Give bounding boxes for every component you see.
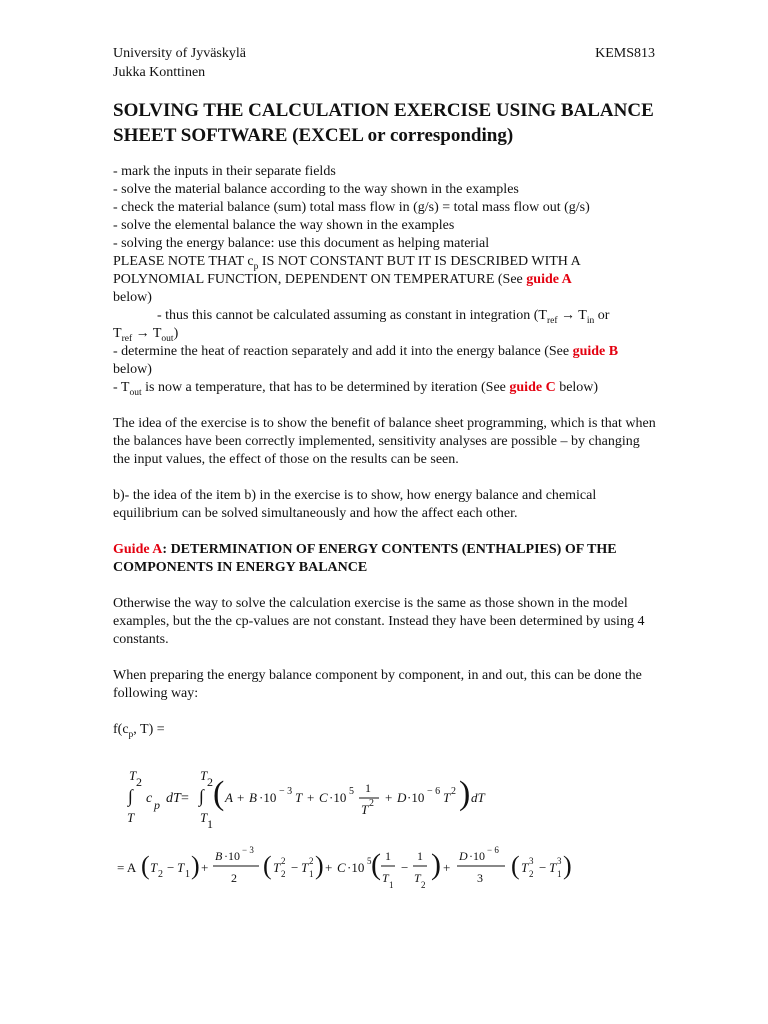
svg-text:3: 3	[529, 856, 534, 866]
guide-b-link[interactable]: guide B	[572, 344, 619, 359]
cp-note: PLEASE NOTE THAT $c_p$ IS NOT CONSTANT BUT IT IS DESCRIBED WITH A POLYNOMIAL FUNCTION, DEPENDENT ON TEMPERATURE (See guide A below)	[113, 254, 580, 305]
svg-text:2: 2	[281, 869, 286, 879]
svg-text:1: 1	[185, 869, 190, 880]
svg-text:T: T	[129, 768, 137, 783]
svg-text:B: B	[249, 790, 257, 805]
svg-text:+: +	[443, 860, 451, 875]
svg-text:2: 2	[136, 775, 142, 789]
constant-integration-note: - thus this cannot be calculated assuming as constant in integration ($T_{ref} \to T_{in}$ or	[157, 308, 610, 326]
svg-text:− 6: − 6	[487, 845, 499, 855]
svg-text:1: 1	[207, 817, 213, 831]
svg-text:): )	[315, 851, 324, 880]
svg-text:T: T	[414, 871, 421, 885]
svg-text:·10: ·10	[259, 790, 277, 805]
svg-text:): )	[459, 775, 471, 812]
svg-text:5: 5	[367, 856, 372, 866]
svg-text:−: −	[539, 860, 547, 875]
course-code: KEMS813	[595, 46, 655, 61]
svg-text:T: T	[382, 871, 389, 885]
svg-text:T: T	[361, 802, 369, 817]
svg-text:T: T	[127, 810, 135, 825]
svg-text:−: −	[167, 860, 175, 875]
item-b-paragraph: b)- the idea of the item b) in the exercise is to show, how energy balance and chemical equilibrium can be solved simultaneously and how the affect each other.	[113, 488, 597, 521]
svg-text:T: T	[177, 860, 185, 875]
svg-text:(: (	[511, 851, 520, 880]
svg-text:A: A	[225, 790, 233, 805]
svg-text:5: 5	[349, 786, 354, 797]
university-name: University of Jyväskylä	[113, 46, 246, 61]
guide-a-heading: Guide A: DETERMINATION OF ENERGY CONTENTS (ENTHALPIES) OF THE COMPONENTS IN ENERGY BALANCE	[113, 542, 617, 575]
svg-text:c: c	[146, 791, 153, 806]
svg-text:2: 2	[369, 798, 374, 809]
bullet-energy-balance: - solving the energy balance: use this document as helping material	[113, 236, 490, 251]
svg-text:(: (	[141, 851, 150, 880]
svg-text:2: 2	[207, 775, 213, 789]
svg-text:·10: ·10	[224, 849, 240, 863]
svg-text:(: (	[263, 851, 272, 880]
integral-equation	[113, 760, 673, 900]
svg-text:2: 2	[158, 869, 163, 880]
svg-text:−: −	[401, 860, 409, 875]
svg-text:B: B	[215, 849, 223, 863]
svg-text:2: 2	[231, 871, 237, 885]
svg-text:D: D	[459, 849, 468, 863]
svg-text:2: 2	[421, 880, 426, 890]
svg-text:+: +	[307, 790, 315, 805]
heat-of-reaction-note: - determine the heat of reaction separately and add it into the energy balance (See guide B below)	[113, 344, 619, 377]
svg-text:− 3: − 3	[279, 786, 293, 797]
guide-c-link[interactable]: guide C	[509, 380, 556, 395]
svg-text:+: +	[237, 790, 245, 805]
svg-text:D: D	[397, 790, 407, 805]
svg-text:+: +	[201, 860, 209, 875]
tout-iteration-note: - $T_{out}$ is now a temperature, that has to be determined by iteration (See guide C below)	[113, 380, 599, 398]
page-header	[113, 44, 655, 82]
function-label: $f(c_p$, T) =	[113, 722, 165, 740]
author-name: Jukka Konttinen	[113, 65, 206, 80]
svg-text:− 3: − 3	[242, 845, 254, 855]
svg-text:1: 1	[557, 869, 562, 879]
bullet-elemental-balance: - solve the elemental balance the way shown in the examples	[113, 218, 455, 233]
document-body	[113, 163, 658, 739]
svg-text:+: +	[325, 860, 333, 875]
svg-text:2: 2	[309, 856, 314, 866]
svg-text:3: 3	[477, 871, 483, 885]
svg-text:+: +	[385, 790, 393, 805]
svg-text:T: T	[200, 810, 208, 825]
svg-text:·10: ·10	[329, 790, 347, 805]
svg-text:= A: = A	[117, 860, 137, 875]
svg-text:2: 2	[451, 786, 456, 797]
svg-text:1: 1	[417, 849, 423, 863]
svg-text:T: T	[301, 860, 309, 875]
svg-text:(: (	[371, 848, 381, 881]
svg-text:T: T	[200, 768, 208, 783]
bullet-material-balance: - solve the material balance according to the way shown in the examples	[113, 182, 519, 197]
svg-text:2: 2	[281, 856, 286, 866]
svg-text:·10: ·10	[407, 790, 425, 805]
guide-a-link[interactable]: guide A	[526, 272, 572, 287]
svg-text:1: 1	[385, 849, 391, 863]
svg-text:·10: ·10	[347, 860, 365, 875]
svg-text:dT: dT	[166, 791, 181, 806]
svg-text:∫: ∫	[128, 786, 133, 806]
preparing-paragraph: When preparing the energy balance component by component, in and out, this can be done the following way:	[113, 668, 642, 701]
svg-text:p: p	[154, 798, 160, 812]
constant-integration-note-cont: $T_{ref} \to T_{out}$)	[113, 326, 179, 344]
svg-text:): )	[563, 851, 572, 880]
svg-text:(: (	[213, 775, 225, 812]
svg-text:2: 2	[529, 869, 534, 879]
otherwise-paragraph: Otherwise the way to solve the calculation exercise is the same as those shown in the model examples, but the the cp-values are not constant. Instead they have been determined by using 4 constants.	[113, 596, 645, 647]
svg-text:dT: dT	[471, 790, 485, 805]
svg-text:1: 1	[365, 781, 371, 795]
svg-text:T: T	[549, 860, 557, 875]
document-title: SOLVING THE CALCULATION EXERCISE USING BALANCE SHEET SOFTWARE (EXCEL or corresponding)	[113, 100, 654, 146]
bullet-inputs: - mark the inputs in their separate fields	[113, 164, 336, 179]
svg-text:C: C	[337, 860, 346, 875]
svg-text:T: T	[273, 860, 281, 875]
svg-text:1: 1	[389, 880, 394, 890]
svg-text:=: =	[181, 791, 189, 806]
svg-text:): )	[191, 851, 200, 880]
bullet-check-balance: - check the material balance (sum) total mass flow in (g/s) = total mass flow out (g/s)	[113, 200, 590, 215]
svg-text:1: 1	[309, 869, 314, 879]
svg-text:3: 3	[557, 856, 562, 866]
svg-text:T: T	[150, 860, 158, 875]
svg-text:·10: ·10	[469, 849, 485, 863]
idea-paragraph: The idea of the exercise is to show the benefit of balance sheet programming, which is that when the balances have been correctly implemented, sensitivity analyses are possible – by changing the input values, the effect of those on the results can be seen.	[113, 416, 656, 467]
svg-text:− 6: − 6	[427, 786, 441, 797]
svg-text:C: C	[319, 790, 328, 805]
svg-text:∫: ∫	[199, 786, 204, 806]
svg-text:−: −	[291, 860, 299, 875]
guide-a-label: Guide A	[113, 542, 163, 557]
svg-text:T: T	[295, 790, 303, 805]
svg-text:T: T	[521, 860, 529, 875]
svg-text:T: T	[443, 790, 451, 805]
svg-text:): )	[431, 848, 441, 881]
